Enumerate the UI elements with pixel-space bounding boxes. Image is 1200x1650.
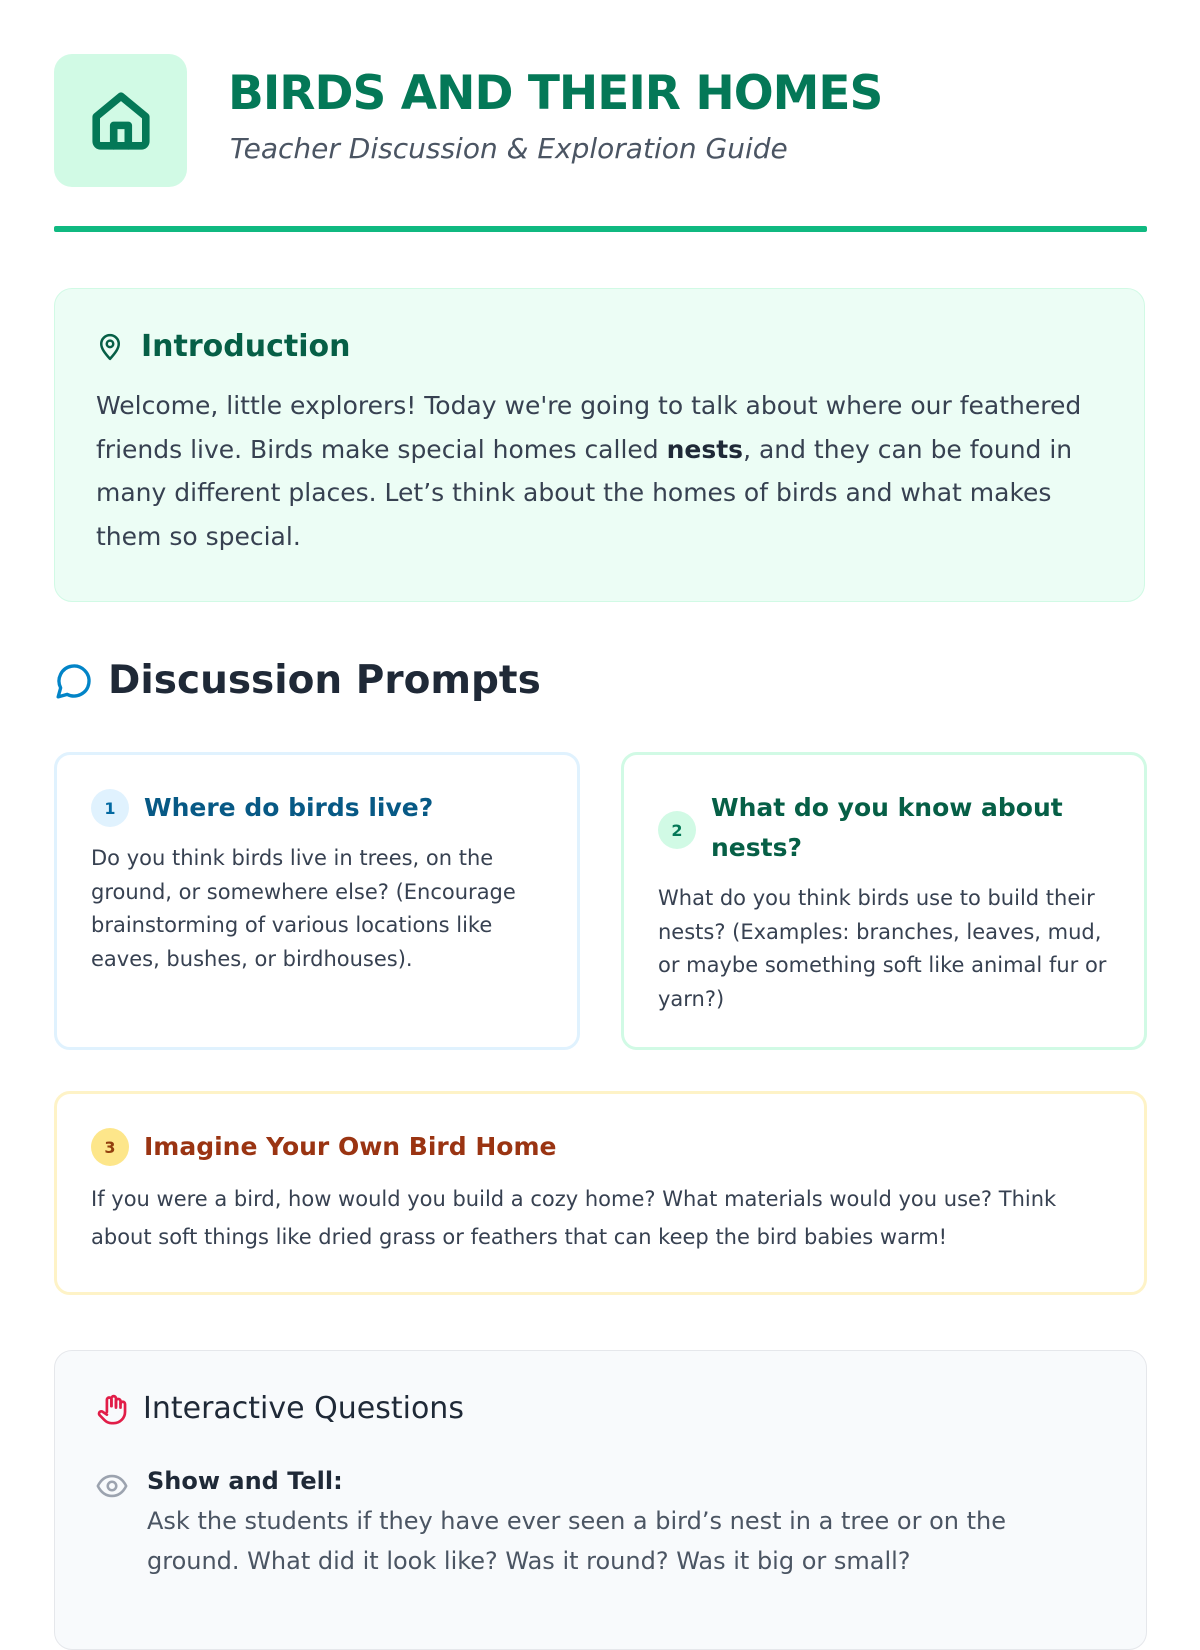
interactive-item-text: Ask the students if they have ever seen a bird’s nest in a tree or on the ground. What did it look like? Was it round? Was it big or small?	[147, 1507, 1006, 1575]
raised-hand-icon	[95, 1392, 129, 1426]
header	[54, 54, 1147, 186]
logo-badge	[54, 54, 187, 187]
prompt-text: What do you think birds use to build their nests? (Examples: branches, leaves, mud, or maybe something soft like animal fur or yarn?)	[658, 886, 1107, 1011]
interactive-questions-box	[54, 1350, 1147, 1650]
introduction-text	[96, 384, 1106, 558]
prompt-card	[54, 1091, 1147, 1295]
prompt-number-badge: 1	[91, 789, 129, 827]
prompt-title: Imagine Your Own Bird Home	[144, 1132, 557, 1161]
prompt-title: Where do birds live?	[144, 793, 434, 822]
prompt-number-badge: 2	[658, 811, 696, 849]
interactive-heading	[95, 1391, 464, 1426]
discussion-heading	[54, 658, 541, 703]
guide-page	[54, 0, 1147, 1600]
intro-text-part: , and they can be found in many different places. Let’s think about the homes of birds and what makes them so special.	[96, 434, 1073, 551]
header-divider	[54, 226, 1147, 232]
prompt-card	[621, 752, 1147, 1050]
house-icon	[86, 86, 156, 156]
page-title: BIRDS AND THEIR HOMES	[228, 66, 883, 121]
introduction-heading	[95, 329, 350, 364]
prompt-text: If you were a bird, how would you build a cozy home? What materials would you use? Think about soft things like dried grass or feathers that can keep the bird babies warm!	[91, 1187, 1057, 1249]
introduction-title: Introduction	[141, 329, 351, 364]
prompt-text: Do you think birds live in trees, on the ground, or somewhere else? (Encourage brainstorming of various locations like eaves, bushes, or birdhouses).	[91, 846, 516, 971]
eye-icon	[95, 1469, 129, 1503]
page-subtitle: Teacher Discussion & Exploration Guide	[230, 132, 788, 165]
interactive-item-label: Show and Tell:	[147, 1467, 343, 1495]
prompt-title: What do you know about nests?	[711, 793, 1063, 862]
map-pin-icon	[95, 332, 125, 362]
intro-text-bold: nests	[666, 434, 744, 464]
discussion-title: Discussion Prompts	[108, 658, 541, 703]
interactive-title: Interactive Questions	[143, 1391, 464, 1426]
intro-text-part: Welcome, little explorers! Today we're going to talk about where our feathered friends live. Birds make special homes called	[96, 391, 1082, 464]
prompt-number-badge: 3	[91, 1128, 129, 1166]
prompt-card	[54, 752, 580, 1050]
introduction-box	[54, 288, 1145, 602]
chat-bubble-icon	[54, 661, 94, 701]
